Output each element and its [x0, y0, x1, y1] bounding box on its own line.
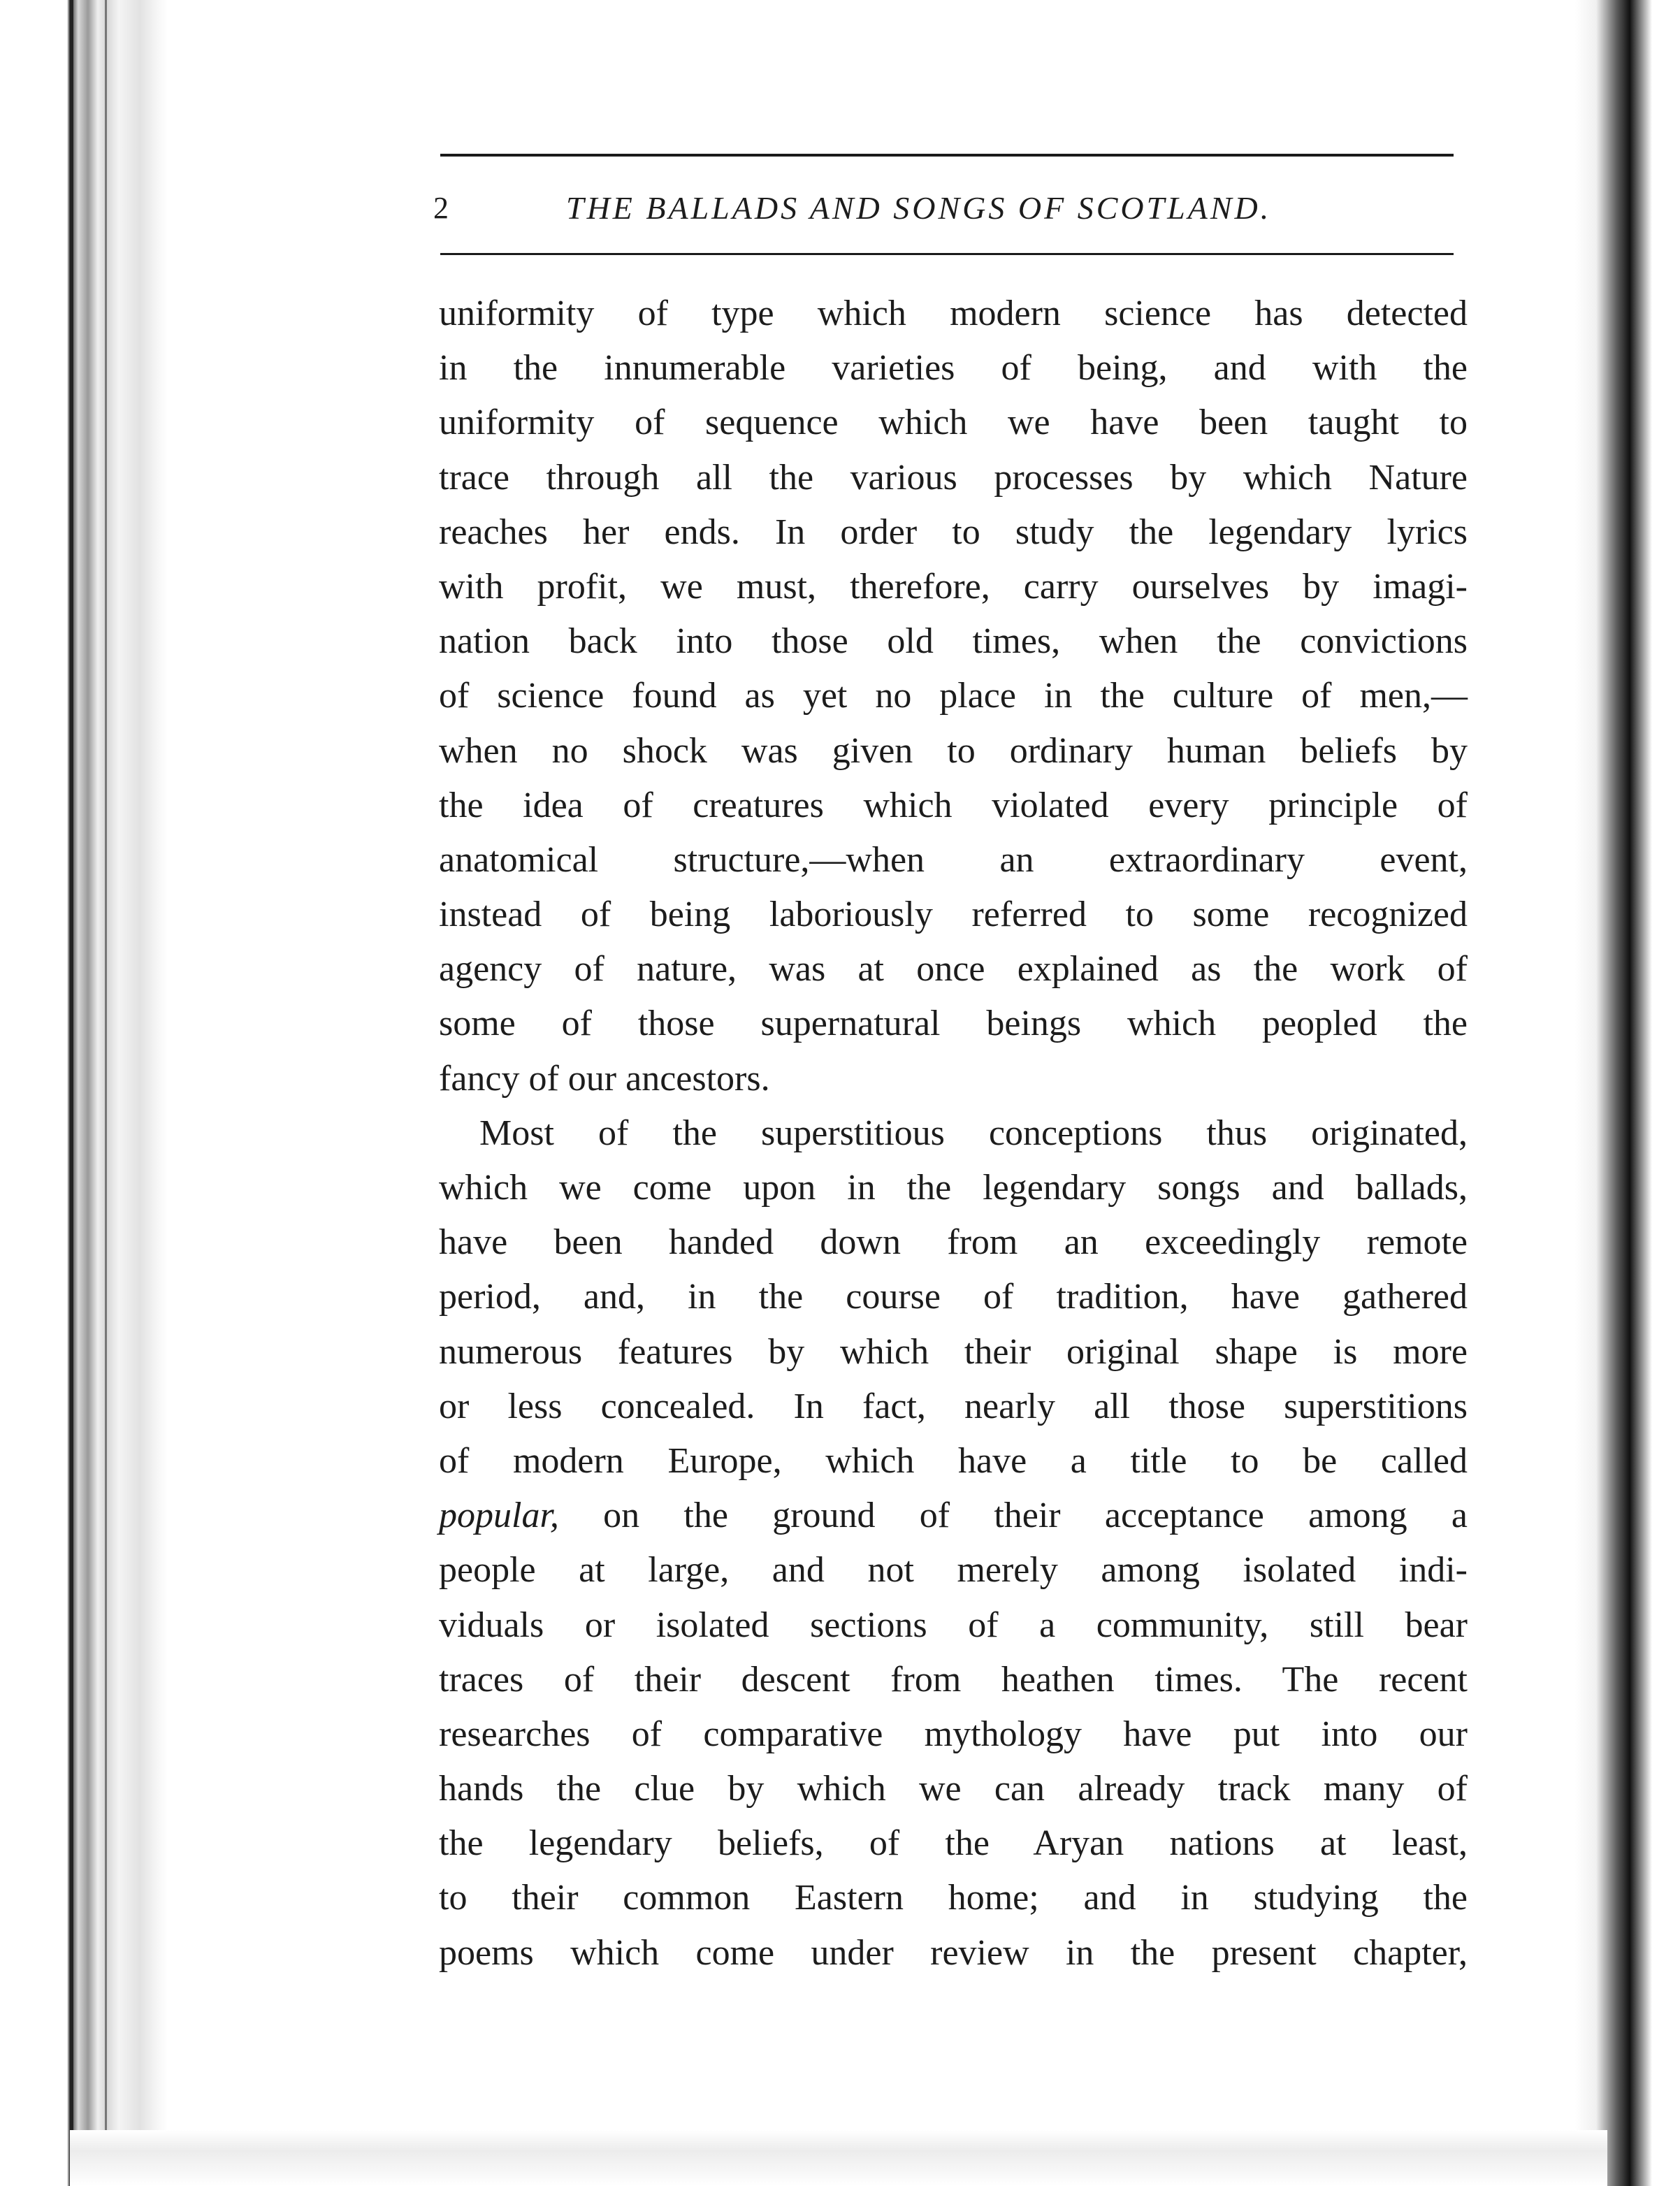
text-line: which we come upon in the legendary songs and ballads,	[439, 1168, 1468, 1208]
text-line: people at large, and not merely among isolated indi-	[439, 1550, 1468, 1591]
text-line: to their common Eastern home; and in studying the	[439, 1878, 1468, 1918]
text-line: poems which come under review in the present chapter,	[439, 1932, 1468, 1973]
text-line: agency of nature, was at once explained as the work of	[439, 949, 1468, 990]
text-line: numerous features by which their original shape is more	[439, 1331, 1468, 1372]
text-line: fancy of our ancestors.	[439, 1058, 770, 1099]
text-line: reaches her ends. In order to study the legendary lyrics	[439, 512, 1468, 552]
paragraph-1	[439, 287, 1468, 1106]
scan-bottom-edge	[70, 2130, 1607, 2186]
text-line: anatomical structure,—when an extraordinary event,	[439, 839, 1468, 880]
text-line: uniformity of sequence which we have been taught to	[439, 403, 1468, 443]
header-rule-bottom	[440, 253, 1454, 255]
running-head	[433, 187, 1461, 229]
body-text	[439, 287, 1468, 1981]
text-line: in the innumerable varieties of being, and with the	[439, 348, 1468, 389]
text-line: have been handed down from an exceedingly remote	[439, 1222, 1468, 1263]
text-line: Most of the superstitious conceptions thus originated,	[479, 1113, 1468, 1153]
text-line: or less concealed. In fact, nearly all those superstitions	[439, 1386, 1468, 1426]
page-number: 2	[433, 191, 449, 225]
text-line: viduals or isolated sections of a community, still bear	[439, 1605, 1468, 1645]
scan-left-edge	[0, 0, 168, 2186]
text-line: nation back into those old times, when the convictions	[439, 621, 1468, 662]
text-line: researches of comparative mythology have put into our	[439, 1714, 1468, 1754]
text-line: with profit, we must, therefore, carry ourselves by imagi-	[439, 566, 1468, 607]
paragraph-2	[439, 1106, 1468, 1981]
text-line: some of those supernatural beings which peopled the	[439, 1004, 1468, 1044]
text-line: uniformity of type which modern science has detected	[439, 294, 1468, 333]
text-line: when no shock was given to ordinary human beliefs by	[439, 730, 1468, 771]
text-line: hands the clue by which we can already track many of	[439, 1769, 1468, 1809]
text-line: traces of their descent from heathen times. The recent	[439, 1659, 1468, 1700]
line-rest: on the ground of their acceptance among a	[558, 1496, 1468, 1536]
running-title: THE BALLADS AND SONGS OF SCOTLAND.	[566, 190, 1272, 226]
text-line: the idea of creatures which violated every principle of	[439, 785, 1468, 825]
scan-binding-line	[70, 0, 73, 2186]
scan-right-edge	[1575, 0, 1680, 2186]
text-line: of modern Europe, which have a title to be called	[439, 1440, 1468, 1481]
text-line: of science found as yet no place in the culture of men,—	[439, 676, 1468, 716]
text-line-with-italic	[439, 1489, 1468, 1543]
italic-word: popular,	[439, 1496, 559, 1536]
text-line: trace through all the various processes by which Nature	[439, 457, 1468, 498]
text-line: period, and, in the course of tradition, have gathered	[439, 1277, 1468, 1317]
header-rule-top	[440, 154, 1454, 157]
text-line: the legendary beliefs, of the Aryan nations at least,	[439, 1823, 1468, 1864]
scan-page-edge-line	[105, 0, 107, 2131]
text-line: instead of being laboriously referred to some recognized	[439, 895, 1468, 935]
